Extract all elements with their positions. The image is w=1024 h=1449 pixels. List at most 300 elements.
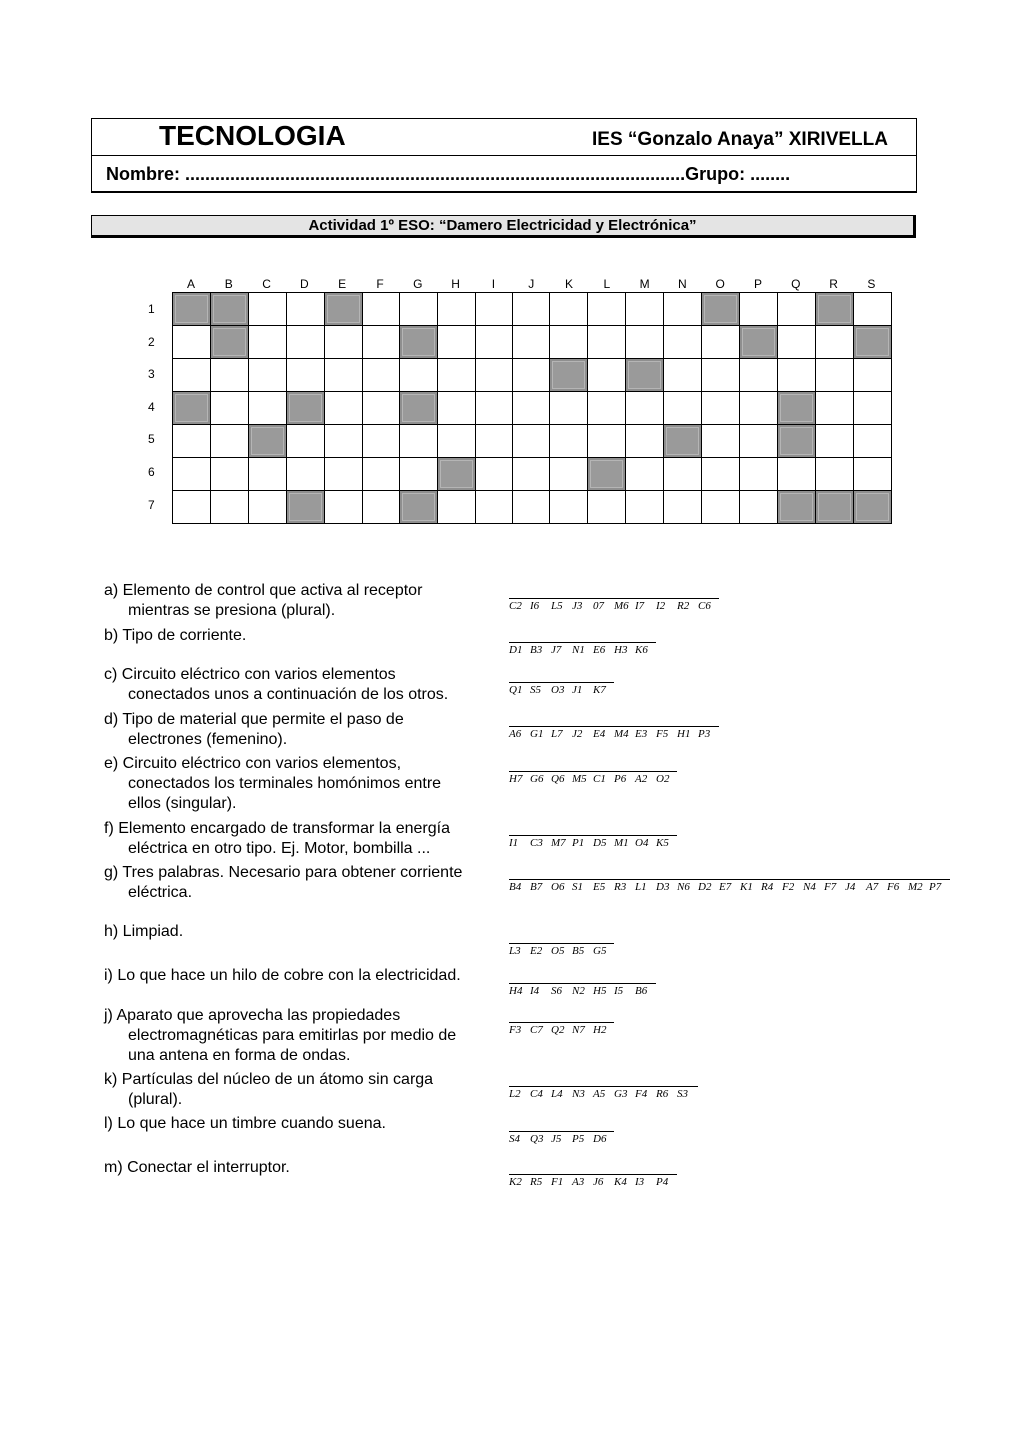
- answer-slots[interactable]: [509, 1083, 698, 1100]
- answer-letter-slot[interactable]: N2: [572, 983, 593, 997]
- question-text: e) Circuito eléctrico con varios elementos,: [104, 755, 402, 772]
- answer-letter-slot[interactable]: N1: [572, 642, 593, 656]
- answer-letter-slot[interactable]: B4: [509, 879, 530, 893]
- answer-letter-slot[interactable]: F7: [824, 879, 845, 893]
- question-text-continued: eléctrica en otro tipo. Ej. Motor, bombilla ...: [128, 840, 431, 857]
- answer-slots[interactable]: [509, 940, 614, 957]
- shaded-cell-fill: [818, 295, 851, 323]
- school-name: IES “Gonzalo Anaya” XIRIVELLA: [592, 129, 888, 150]
- answer-codes: [509, 983, 656, 997]
- answer-slots[interactable]: [509, 595, 719, 612]
- answer-letter-slot[interactable]: N4: [803, 879, 824, 893]
- grid-cell-O4: [702, 392, 740, 425]
- shaded-cell-fill: [818, 493, 851, 521]
- grid-cell-D7: [287, 491, 325, 524]
- answer-codes: [509, 771, 677, 785]
- answer-letter-slot[interactable]: O5: [551, 943, 572, 957]
- answer-letter-slot[interactable]: H7: [509, 771, 530, 785]
- question-m: [104, 1158, 290, 1178]
- name-group-line: Nombre: ....................................................................................................Grupo: ........: [106, 164, 791, 184]
- grid-cell-P1: [740, 293, 778, 326]
- answer-slots[interactable]: [509, 832, 677, 849]
- answer-letter-slot[interactable]: I5: [614, 983, 635, 997]
- grid-cell-G2: [400, 326, 438, 359]
- answer-letter-slot[interactable]: K5: [656, 835, 677, 849]
- answer-letter-slot[interactable]: P1: [572, 835, 593, 849]
- question-a: [104, 581, 422, 621]
- row-header-4: 4: [148, 399, 155, 414]
- answer-slots[interactable]: [509, 679, 614, 696]
- grid-cell-B6: [211, 458, 249, 491]
- question-text: m) Conectar el interruptor.: [104, 1159, 290, 1176]
- grid-cell-I3: [476, 359, 513, 392]
- grid-cell-Q4: [778, 392, 816, 425]
- question-text-continued: (plural).: [128, 1091, 183, 1108]
- answer-letter-slot[interactable]: P7: [929, 879, 950, 893]
- column-header-J: J: [528, 277, 535, 291]
- answer-letter-slot[interactable]: I7: [635, 598, 656, 612]
- grid-cell-M6: [626, 458, 664, 491]
- answer-letter-slot[interactable]: K6: [635, 642, 656, 656]
- answer-letter-slot[interactable]: H1: [677, 726, 698, 740]
- answer-codes: [509, 1086, 698, 1100]
- answer-letter-slot[interactable]: H5: [593, 983, 614, 997]
- answer-letter-slot[interactable]: S3: [677, 1086, 698, 1100]
- answer-slots[interactable]: [509, 723, 719, 740]
- grid-cell-E4: [325, 392, 363, 425]
- answer-letter-slot[interactable]: J6: [593, 1174, 614, 1188]
- question-h: [104, 922, 183, 942]
- answer-letter-slot[interactable]: L5: [551, 598, 572, 612]
- answer-letter-slot[interactable]: E7: [719, 879, 740, 893]
- activity-title: Actividad 1º ESO: “Damero Electricidad y Electrónica”: [91, 215, 916, 238]
- grid-cell-B7: [211, 491, 249, 524]
- grid-cell-I1: [476, 293, 513, 326]
- question-text-continued: ellos (singular).: [128, 795, 237, 812]
- answer-slots[interactable]: [509, 980, 656, 997]
- grid-cell-F5: [363, 425, 400, 458]
- answer-letter-slot[interactable]: S5: [530, 682, 551, 696]
- answer-letter-slot[interactable]: P6: [614, 771, 635, 785]
- question-text: b) Tipo de corriente.: [104, 627, 247, 644]
- question-text: a) Elemento de control que activa al receptor: [104, 582, 423, 599]
- answer-letter-slot[interactable]: F6: [887, 879, 908, 893]
- answer-codes: [509, 1174, 677, 1188]
- answer-letter-slot[interactable]: I3: [635, 1174, 656, 1188]
- answer-letter-slot[interactable]: O6: [551, 879, 572, 893]
- grid-cell-D6: [287, 458, 325, 491]
- grid-cell-L6: [588, 458, 626, 491]
- grid-cell-O2: [702, 326, 740, 359]
- grid-cell-C1: [249, 293, 287, 326]
- grid-cell-E2: [325, 326, 363, 359]
- answer-letter-slot[interactable]: H4: [509, 983, 530, 997]
- answer-letter-slot[interactable]: M6: [614, 598, 635, 612]
- grid-cell-P2: [740, 326, 778, 359]
- grid-cell-O3: [702, 359, 740, 392]
- answer-letter-slot[interactable]: L7: [551, 726, 572, 740]
- answer-letter-slot[interactable]: O3: [551, 682, 572, 696]
- answer-codes: [509, 879, 950, 893]
- answer-codes: [509, 726, 719, 740]
- answer-letter-slot[interactable]: J1: [572, 682, 593, 696]
- answer-letter-slot[interactable]: E3: [635, 726, 656, 740]
- grid-cell-E1: [325, 293, 363, 326]
- answer-letter-slot[interactable]: K2: [509, 1174, 530, 1188]
- shaded-cell-fill: [251, 427, 284, 455]
- shaded-cell-fill: [213, 295, 246, 323]
- grid-cell-H2: [438, 326, 476, 359]
- grid-cell-R2: [816, 326, 854, 359]
- grid-cell-N2: [664, 326, 702, 359]
- answer-letter-slot[interactable]: P4: [656, 1174, 677, 1188]
- answer-letter-slot[interactable]: J7: [551, 642, 572, 656]
- answer-letter-slot[interactable]: O2: [656, 771, 677, 785]
- grid-cell-R6: [816, 458, 854, 491]
- answer-letter-slot[interactable]: Q1: [509, 682, 530, 696]
- grid-cell-B4: [211, 392, 249, 425]
- grid-cell-A7: [173, 491, 211, 524]
- grid-cell-G3: [400, 359, 438, 392]
- question-text-continued: conectados unos a continuación de los otros.: [128, 686, 449, 703]
- answer-letter-slot[interactable]: S4: [509, 1131, 530, 1145]
- answer-codes: [509, 682, 614, 696]
- answer-letter-slot[interactable]: B7: [530, 879, 551, 893]
- answer-letter-slot[interactable]: S1: [572, 879, 593, 893]
- grid-cell-P5: [740, 425, 778, 458]
- column-header-F: F: [376, 277, 384, 291]
- grid-cell-D3: [287, 359, 325, 392]
- answer-letter-slot[interactable]: M1: [614, 835, 635, 849]
- row-header-7: 7: [148, 497, 155, 512]
- grid-cell-A3: [173, 359, 211, 392]
- subject-title: TECNOLOGIA: [159, 120, 346, 151]
- grid-cell-R5: [816, 425, 854, 458]
- grid-cell-P6: [740, 458, 778, 491]
- column-header-N: N: [678, 277, 687, 291]
- question-j: [104, 1006, 456, 1066]
- grid-cell-H1: [438, 293, 476, 326]
- grid-cell-O1: [702, 293, 740, 326]
- question-text: f) Elemento encargado de transformar la energía: [104, 820, 450, 837]
- answer-letter-slot[interactable]: A5: [593, 1086, 614, 1100]
- grid-cell-L5: [588, 425, 626, 458]
- grid-cell-M1: [626, 293, 664, 326]
- shaded-cell-fill: [856, 328, 889, 356]
- answer-letter-slot[interactable]: B3: [530, 642, 551, 656]
- answer-letter-slot[interactable]: D2: [698, 879, 719, 893]
- question-text-continued: conectados los terminales homónimos entre: [128, 775, 442, 792]
- shaded-cell-fill: [628, 361, 661, 389]
- answer-letter-slot[interactable]: E6: [593, 642, 614, 656]
- answer-letter-slot[interactable]: C6: [698, 598, 719, 612]
- answer-letter-slot[interactable]: I4: [530, 983, 551, 997]
- grid-cell-R1: [816, 293, 854, 326]
- question-c: [104, 665, 448, 705]
- answer-slots[interactable]: [509, 1128, 614, 1145]
- answer-letter-slot[interactable]: C3: [530, 835, 551, 849]
- answer-letter-slot[interactable]: E2: [530, 943, 551, 957]
- answer-letter-slot[interactable]: A2: [635, 771, 656, 785]
- grid-cell-J1: [513, 293, 550, 326]
- shaded-cell-fill: [289, 493, 322, 521]
- question-text: j) Aparato que aprovecha las propiedades: [104, 1007, 401, 1024]
- answer-letter-slot[interactable]: A7: [866, 879, 887, 893]
- question-b: [104, 626, 246, 646]
- answer-letter-slot[interactable]: P3: [698, 726, 719, 740]
- answer-slots[interactable]: [509, 876, 950, 893]
- grid-cell-O5: [702, 425, 740, 458]
- answer-letter-slot[interactable]: K1: [740, 879, 761, 893]
- column-header-C: C: [262, 277, 271, 291]
- answer-slots[interactable]: [509, 768, 677, 785]
- damero-grid: [172, 292, 892, 524]
- shaded-cell-fill: [780, 394, 813, 422]
- shaded-cell-fill: [590, 460, 623, 488]
- shaded-cell-fill: [666, 427, 699, 455]
- grid-cell-G6: [400, 458, 438, 491]
- grid-cell-K2: [550, 326, 588, 359]
- answer-letter-slot[interactable]: C7: [530, 1022, 551, 1036]
- answer-letter-slot[interactable]: A3: [572, 1174, 593, 1188]
- grid-cell-J6: [513, 458, 550, 491]
- question-text-continued: mientras se presiona (plural).: [128, 602, 336, 619]
- answer-letter-slot[interactable]: R3: [614, 879, 635, 893]
- answer-letter-slot[interactable]: K4: [614, 1174, 635, 1188]
- answer-letter-slot[interactable]: G3: [614, 1086, 635, 1100]
- answer-letter-slot[interactable]: K7: [593, 682, 614, 696]
- row-header-1: 1: [148, 302, 155, 316]
- shaded-cell-fill: [704, 295, 737, 323]
- answer-letter-slot[interactable]: D3: [656, 879, 677, 893]
- answer-letter-slot[interactable]: E4: [593, 726, 614, 740]
- answer-letter-slot[interactable]: R6: [656, 1086, 677, 1100]
- grid-cell-N3: [664, 359, 702, 392]
- question-text: h) Limpiad.: [104, 923, 184, 940]
- grid-cell-F4: [363, 392, 400, 425]
- grid-cell-B3: [211, 359, 249, 392]
- answer-letter-slot[interactable]: Q2: [551, 1022, 572, 1036]
- grid-cell-N4: [664, 392, 702, 425]
- grid-cell-A6: [173, 458, 211, 491]
- question-f: [104, 819, 450, 859]
- answer-letter-slot[interactable]: C2: [509, 598, 530, 612]
- question-text-continued: eléctrica.: [128, 884, 193, 901]
- column-header-S: S: [867, 277, 876, 291]
- shaded-cell-fill: [780, 427, 813, 455]
- answer-letter-slot[interactable]: P5: [572, 1131, 593, 1145]
- answer-letter-slot[interactable]: F1: [551, 1174, 572, 1188]
- answer-letter-slot[interactable]: C4: [530, 1086, 551, 1100]
- grid-cell-S5: [854, 425, 892, 458]
- answer-letter-slot[interactable]: O4: [635, 835, 656, 849]
- grid-cell-D2: [287, 326, 325, 359]
- shaded-cell-fill: [742, 328, 775, 356]
- answer-letter-slot[interactable]: R4: [761, 879, 782, 893]
- shaded-cell-fill: [780, 493, 813, 521]
- shaded-cell-fill: [289, 394, 322, 422]
- answer-letter-slot[interactable]: L4: [551, 1086, 572, 1100]
- answer-letter-slot[interactable]: I1: [509, 835, 530, 849]
- grid-cell-C5: [249, 425, 287, 458]
- grid-cell-C7: [249, 491, 287, 524]
- grid-cell-C6: [249, 458, 287, 491]
- column-header-I: I: [491, 277, 496, 291]
- answer-letter-slot[interactable]: F3: [509, 1022, 530, 1036]
- answer-slots[interactable]: [509, 639, 656, 656]
- answer-letter-slot[interactable]: H2: [593, 1022, 614, 1036]
- grid-cell-A5: [173, 425, 211, 458]
- grid-cell-Q1: [778, 293, 816, 326]
- question-text-continued: electromagnéticas para emitirlas por medio de: [128, 1027, 457, 1044]
- row-header-6: 6: [148, 465, 155, 479]
- grid-cell-I6: [476, 458, 513, 491]
- grid-cell-S4: [854, 392, 892, 425]
- answer-codes: [509, 943, 614, 957]
- column-header-G: G: [413, 277, 423, 291]
- grid-cell-H6: [438, 458, 476, 491]
- grid-cell-S1: [854, 293, 892, 326]
- shaded-cell-fill: [175, 394, 208, 422]
- answer-letter-slot[interactable]: N3: [572, 1086, 593, 1100]
- answer-letter-slot[interactable]: L2: [509, 1086, 530, 1100]
- answer-letter-slot[interactable]: G5: [593, 943, 614, 957]
- grid-cell-M7: [626, 491, 664, 524]
- answer-letter-slot[interactable]: N7: [572, 1022, 593, 1036]
- column-header-O: O: [715, 277, 725, 291]
- shaded-cell-fill: [440, 460, 473, 488]
- column-header-K: K: [564, 277, 573, 291]
- grid-cell-L7: [588, 491, 626, 524]
- question-i: [104, 966, 461, 986]
- column-header-A: A: [186, 277, 195, 291]
- question-text-continued: una antena en forma de ondas.: [128, 1047, 351, 1064]
- grid-cell-G1: [400, 293, 438, 326]
- answer-letter-slot[interactable]: G1: [530, 726, 551, 740]
- grid-cell-K7: [550, 491, 588, 524]
- row-header-2: 2: [148, 334, 155, 349]
- shaded-cell-fill: [402, 328, 435, 356]
- grid-cell-G5: [400, 425, 438, 458]
- grid-cell-E5: [325, 425, 363, 458]
- grid-cell-A1: [173, 293, 211, 326]
- column-header-L: L: [603, 277, 611, 291]
- grid-cell-Q5: [778, 425, 816, 458]
- answer-letter-slot[interactable]: J4: [845, 879, 866, 893]
- grid-cell-B5: [211, 425, 249, 458]
- question-text: k) Partículas del núcleo de un átomo sin carga: [104, 1071, 434, 1088]
- answer-letter-slot[interactable]: J5: [551, 1131, 572, 1145]
- column-header-H: H: [451, 277, 460, 291]
- answer-letter-slot[interactable]: N6: [677, 879, 698, 893]
- grid-cell-K5: [550, 425, 588, 458]
- answer-letter-slot[interactable]: R2: [677, 598, 698, 612]
- grid-cell-S3: [854, 359, 892, 392]
- answer-letter-slot[interactable]: F5: [656, 726, 677, 740]
- answer-letter-slot[interactable]: I6: [530, 598, 551, 612]
- answer-letter-slot[interactable]: Q3: [530, 1131, 551, 1145]
- grid-cell-H3: [438, 359, 476, 392]
- header-box: [91, 118, 917, 193]
- answer-letter-slot[interactable]: S6: [551, 983, 572, 997]
- answer-letter-slot[interactable]: M5: [572, 771, 593, 785]
- column-header-R: R: [829, 277, 838, 291]
- answer-letter-slot[interactable]: F2: [782, 879, 803, 893]
- shaded-cell-fill: [552, 361, 585, 389]
- answer-letter-slot[interactable]: E5: [593, 879, 614, 893]
- answer-letter-slot[interactable]: G6: [530, 771, 551, 785]
- answer-letter-slot[interactable]: L1: [635, 879, 656, 893]
- answer-letter-slot[interactable]: C1: [593, 771, 614, 785]
- grid-cell-P7: [740, 491, 778, 524]
- answer-letter-slot[interactable]: M2: [908, 879, 929, 893]
- header-title-row: [92, 119, 916, 156]
- question-text: d) Tipo de material que permite el paso de: [104, 711, 404, 728]
- answer-letter-slot[interactable]: A6: [509, 726, 530, 740]
- answer-letter-slot[interactable]: I2: [656, 598, 677, 612]
- answer-letter-slot[interactable]: B6: [635, 983, 656, 997]
- grid-cell-M5: [626, 425, 664, 458]
- shaded-cell-fill: [402, 394, 435, 422]
- grid-cell-C2: [249, 326, 287, 359]
- grid-cell-Q2: [778, 326, 816, 359]
- shaded-cell-fill: [327, 295, 360, 323]
- column-header-B: B: [224, 277, 233, 291]
- answer-codes: [509, 835, 677, 849]
- answer-letter-slot[interactable]: B5: [572, 943, 593, 957]
- grid-cell-P3: [740, 359, 778, 392]
- grid-cell-O6: [702, 458, 740, 491]
- answer-letter-slot[interactable]: L3: [509, 943, 530, 957]
- grid-cell-L3: [588, 359, 626, 392]
- answer-letter-slot[interactable]: Q6: [551, 771, 572, 785]
- grid-cell-K1: [550, 293, 588, 326]
- answer-letter-slot[interactable]: D6: [593, 1131, 614, 1145]
- grid-cell-A4: [173, 392, 211, 425]
- grid-cell-M2: [626, 326, 664, 359]
- answer-letter-slot[interactable]: M7: [551, 835, 572, 849]
- grid-cell-R7: [816, 491, 854, 524]
- question-e: [104, 754, 441, 814]
- answer-slots[interactable]: [509, 1019, 614, 1036]
- answer-letter-slot[interactable]: D5: [593, 835, 614, 849]
- answer-letter-slot[interactable]: R5: [530, 1174, 551, 1188]
- grid-cell-N5: [664, 425, 702, 458]
- grid-cell-I2: [476, 326, 513, 359]
- answer-letter-slot[interactable]: 07: [593, 598, 614, 612]
- answer-slots[interactable]: [509, 1171, 677, 1188]
- grid-cell-G4: [400, 392, 438, 425]
- answer-letter-slot[interactable]: J3: [572, 598, 593, 612]
- grid-cell-H4: [438, 392, 476, 425]
- answer-letter-slot[interactable]: D1: [509, 642, 530, 656]
- grid-cell-E3: [325, 359, 363, 392]
- grid-cell-E7: [325, 491, 363, 524]
- grid-cell-J3: [513, 359, 550, 392]
- answer-letter-slot[interactable]: M4: [614, 726, 635, 740]
- grid-cell-E6: [325, 458, 363, 491]
- answer-letter-slot[interactable]: J2: [572, 726, 593, 740]
- column-header-D: D: [300, 277, 309, 291]
- grid-cell-K4: [550, 392, 588, 425]
- column-header-M: M: [639, 277, 650, 291]
- answer-letter-slot[interactable]: F4: [635, 1086, 656, 1100]
- answer-letter-slot[interactable]: H3: [614, 642, 635, 656]
- shaded-cell-fill: [175, 295, 208, 323]
- question-k: [104, 1070, 433, 1110]
- answer-codes: [509, 598, 719, 612]
- shaded-cell-fill: [856, 493, 889, 521]
